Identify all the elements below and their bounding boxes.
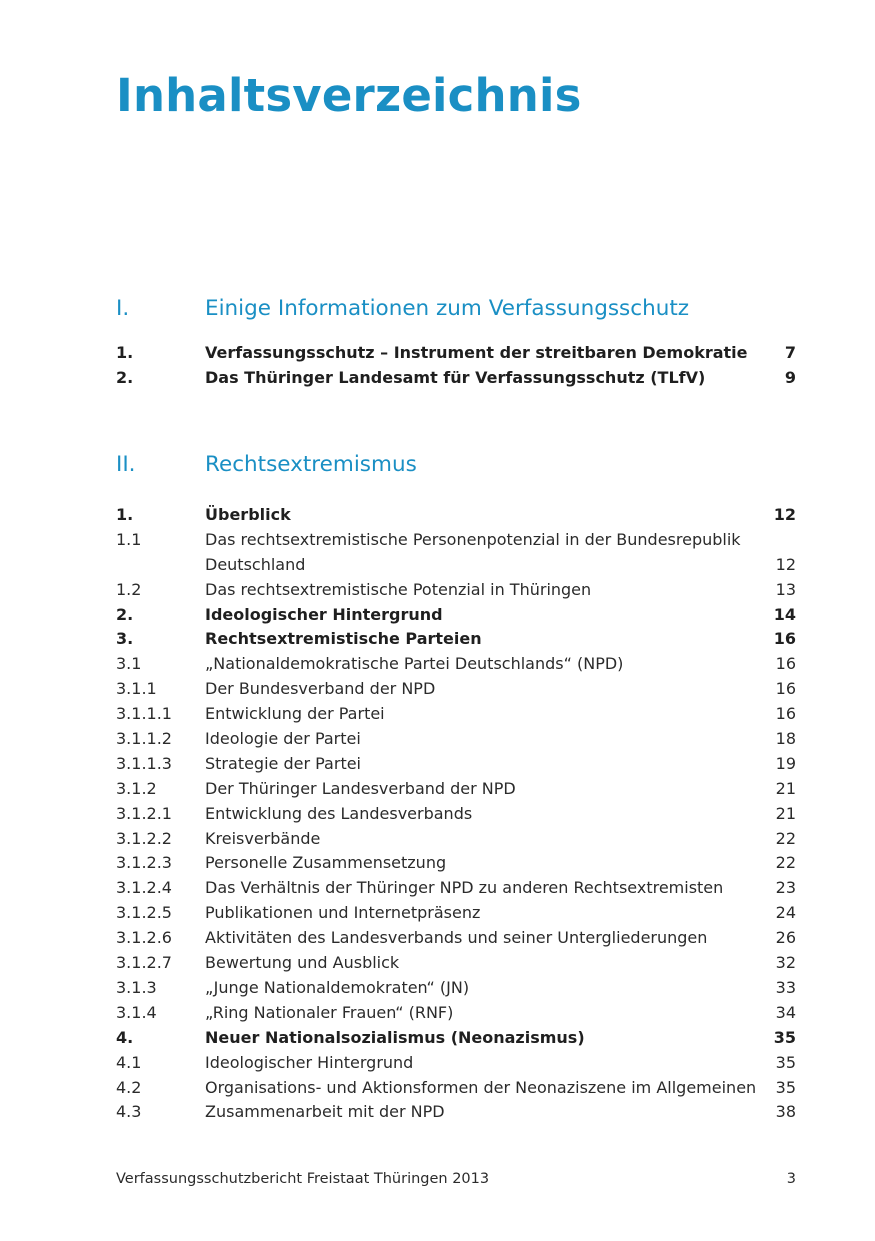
entry-page-number: 19 <box>775 753 796 773</box>
toc-entry[interactable] <box>116 851 796 876</box>
toc-entry[interactable] <box>116 976 796 1001</box>
entry-number: 3.1.2.4 <box>116 878 172 898</box>
entry-page-number: 26 <box>775 928 796 948</box>
entry-number: 1. <box>116 505 134 524</box>
entry-number: 4.2 <box>116 1077 142 1097</box>
entry-number: 2. <box>116 367 134 387</box>
entry-number: 3.1.3 <box>116 977 157 997</box>
entry-page-number: 7 <box>784 343 796 362</box>
entry-title: Personelle Zusammensetzung <box>205 853 447 873</box>
entry-title: Aktivitäten des Landesverbands und seiner Untergliederungen <box>205 928 708 948</box>
section-title: Rechtsextremismus <box>205 452 417 477</box>
entry-page-number: 34 <box>775 1002 796 1022</box>
entry-page-number: 22 <box>775 828 796 848</box>
entry-number: 3.1.1.3 <box>116 753 172 773</box>
toc-entry[interactable] <box>116 503 796 528</box>
entry-title: Das rechtsextremistische Personenpotenzial in der Bundesrepublik Deutschland <box>205 529 741 574</box>
entry-number: 3.1.4 <box>116 1002 157 1022</box>
toc-entry[interactable] <box>116 827 796 852</box>
entry-number: 3.1.1.2 <box>116 729 172 749</box>
entry-title: Organisations- und Aktionsformen der Neonaziszene im Allgemeinen <box>205 1077 757 1097</box>
entry-title: Strategie der Partei <box>205 753 361 773</box>
toc-entry[interactable] <box>116 528 796 578</box>
entry-number: 3.1.1.1 <box>116 704 172 724</box>
toc-entry[interactable] <box>116 727 796 752</box>
toc-entry[interactable] <box>116 603 796 628</box>
entry-title: Rechtsextremistische Parteien <box>205 629 482 649</box>
entry-title: „Junge Nationaldemokraten“ (JN) <box>205 977 470 997</box>
toc-entry[interactable] <box>116 1100 796 1125</box>
section-heading <box>116 294 796 324</box>
entry-page-number: 13 <box>775 579 796 599</box>
entry-number: 1. <box>116 343 134 362</box>
entry-number: 3.1.2.3 <box>116 853 172 873</box>
entry-title: Kreisverbände <box>205 828 321 848</box>
section-title: Einige Informationen zum Verfassungsschutz <box>205 296 690 321</box>
section-number: I. <box>116 296 130 321</box>
entry-number: 3.1.2.2 <box>116 828 172 848</box>
entry-page-number: 35 <box>775 1077 796 1097</box>
toc-section-2 <box>116 450 796 1125</box>
toc-entries <box>116 341 796 391</box>
entry-page-number: 12 <box>775 554 796 574</box>
entry-page-number: 38 <box>775 1102 796 1122</box>
entry-page-number: 21 <box>775 778 796 798</box>
entry-page-number: 16 <box>775 654 796 674</box>
page-title: Inhaltsverzeichnis <box>116 69 582 122</box>
entry-page-number: 16 <box>773 629 796 649</box>
footer-report-title: Verfassungsschutzbericht Freistaat Thüringen 2013 <box>116 1171 490 1187</box>
entry-title: Ideologischer Hintergrund <box>205 1052 414 1072</box>
entry-title: Ideologischer Hintergrund <box>205 604 443 624</box>
toc-entry[interactable] <box>116 951 796 976</box>
entry-number: 3.1.2.5 <box>116 903 172 923</box>
entry-number: 3.1.2.6 <box>116 928 172 948</box>
toc-entry[interactable] <box>116 901 796 926</box>
entry-title: Zusammenarbeit mit der NPD <box>205 1102 445 1122</box>
section-number: II. <box>116 452 136 477</box>
entry-page-number: 24 <box>775 903 796 923</box>
toc-entry[interactable] <box>116 926 796 951</box>
toc-section-1 <box>116 294 796 391</box>
entry-number: 1.2 <box>116 579 142 599</box>
toc-entry[interactable] <box>116 1076 796 1101</box>
entry-page-number: 16 <box>775 679 796 699</box>
entry-page-number: 16 <box>775 704 796 724</box>
entry-number: 4.3 <box>116 1102 142 1122</box>
entry-title: Neuer Nationalsozialismus (Neonazismus) <box>205 1027 585 1047</box>
entry-number: 3.1.2.1 <box>116 803 172 823</box>
footer-page-number: 3 <box>786 1171 796 1187</box>
toc-entry[interactable] <box>116 1026 796 1051</box>
toc-entry[interactable] <box>116 341 796 366</box>
entry-title: Der Bundesverband der NPD <box>205 679 436 699</box>
entry-number: 3.1.1 <box>116 679 157 699</box>
entry-page-number: 35 <box>773 1027 796 1047</box>
toc-entry[interactable] <box>116 702 796 727</box>
toc-entry[interactable] <box>116 1051 796 1076</box>
entry-page-number: 18 <box>775 729 796 749</box>
entry-number: 3.1.2 <box>116 778 157 798</box>
entry-page-number: 23 <box>775 878 796 898</box>
entry-number: 4.1 <box>116 1052 142 1072</box>
toc-entry[interactable] <box>116 1001 796 1026</box>
entry-title: „Nationaldemokratische Partei Deutschlands“ (NPD) <box>205 654 624 674</box>
entry-title: Das Thüringer Landesamt für Verfassungsschutz (TLfV) <box>205 367 706 387</box>
entry-title: „Ring Nationaler Frauen“ (RNF) <box>205 1002 454 1022</box>
toc-entry[interactable] <box>116 652 796 677</box>
toc-entry[interactable] <box>116 627 796 652</box>
entry-number: 2. <box>116 604 134 624</box>
entry-number: 3. <box>116 629 134 649</box>
entry-page-number: 33 <box>775 977 796 997</box>
entry-title: Das rechtsextremistische Potenzial in Thüringen <box>205 579 592 599</box>
entry-page-number: 22 <box>775 853 796 873</box>
entry-title: Der Thüringer Landesverband der NPD <box>205 778 516 798</box>
entry-title: Verfassungsschutz – Instrument der streitbaren Demokratie <box>205 343 748 362</box>
entry-title: Das Verhältnis der Thüringer NPD zu anderen Rechtsextremisten <box>205 878 724 898</box>
entry-number: 3.1 <box>116 654 142 674</box>
entry-number: 4. <box>116 1027 134 1047</box>
entry-title: Publikationen und Internetpräsenz <box>205 903 481 923</box>
entry-title: Entwicklung der Partei <box>205 704 385 724</box>
entry-page-number: 21 <box>775 803 796 823</box>
entry-title: Ideologie der Partei <box>205 729 361 749</box>
entry-title: Überblick <box>205 505 291 524</box>
entry-page-number: 9 <box>784 367 796 387</box>
toc-entry[interactable] <box>116 578 796 603</box>
entry-title: Bewertung und Ausblick <box>205 953 400 973</box>
toc-entry[interactable] <box>116 876 796 901</box>
toc-entry[interactable] <box>116 802 796 827</box>
entry-page-number: 12 <box>773 505 796 524</box>
entry-page-number: 14 <box>773 604 796 624</box>
toc-entry[interactable] <box>116 752 796 777</box>
entry-title: Entwicklung des Landesverbands <box>205 803 473 823</box>
entry-number: 3.1.2.7 <box>116 953 172 973</box>
entry-page-number: 35 <box>775 1052 796 1072</box>
toc-entries <box>116 503 796 1125</box>
entry-number: 1.1 <box>116 529 142 549</box>
toc-entry[interactable] <box>116 677 796 702</box>
section-heading <box>116 450 796 480</box>
toc-entry[interactable] <box>116 777 796 802</box>
toc-entry[interactable] <box>116 366 796 391</box>
entry-page-number: 32 <box>775 953 796 973</box>
